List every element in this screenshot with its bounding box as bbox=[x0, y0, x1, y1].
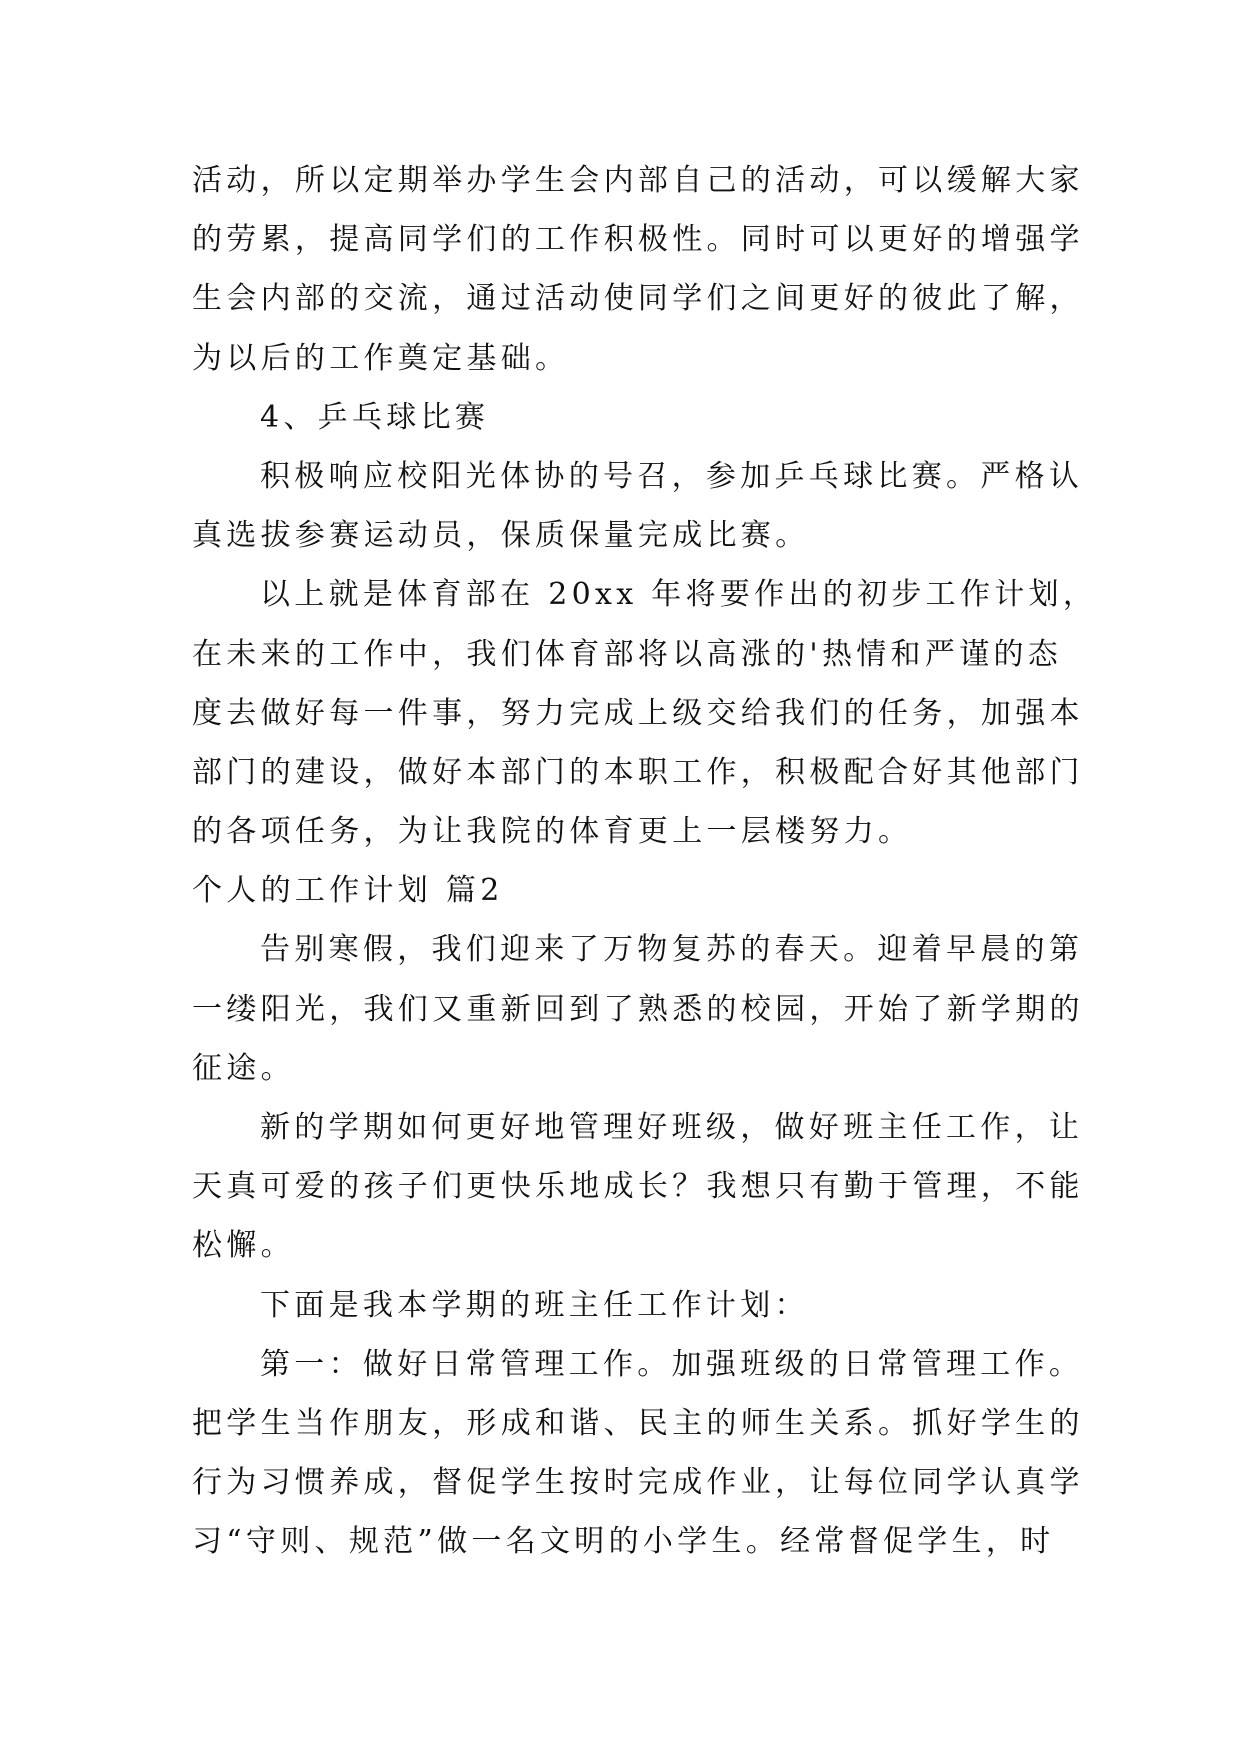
text-line: 新的学期如何更好地管理好班级，做好班主任工作，让 bbox=[260, 1110, 1084, 1145]
section-title-text: 个人的工作计划 篇2 bbox=[192, 873, 504, 909]
text-line: 真选拔参赛运动员，保质保量完成比赛。 bbox=[192, 518, 810, 554]
text-line: 下面是我本学期的班主任工作计划： bbox=[260, 1287, 809, 1323]
paragraph bbox=[192, 565, 1152, 861]
text-line: 告别寒假，我们迎来了万物复苏的春天。迎着早晨的第 bbox=[260, 932, 1084, 968]
paragraph bbox=[192, 1276, 1152, 1335]
text-line: 部门的建设，做好本部门的本职工作，积极配合好其他部门 bbox=[192, 754, 1084, 790]
text-line: 以上就是体育部在 20xx 年将要作出的初步工作计划， bbox=[260, 577, 1098, 613]
text-line: 天真可爱的孩子们更快乐地成长？我想只有勤于管理，不能 bbox=[192, 1169, 1084, 1205]
paragraph bbox=[192, 920, 1152, 1098]
text-line: 把学生当作朋友，形成和谐、民主的师生关系。抓好学生的 bbox=[192, 1405, 1084, 1441]
text-line: 度去做好每一件事，努力完成上级交给我们的任务，加强本 bbox=[192, 695, 1084, 731]
paragraph bbox=[192, 447, 1152, 565]
document-body bbox=[192, 151, 1152, 1572]
paragraph bbox=[192, 1335, 1152, 1572]
section-title bbox=[192, 861, 1152, 920]
text-line: 松懈。 bbox=[192, 1228, 295, 1264]
text-line: 在未来的工作中，我们体育部将以高涨的'热情和严谨的态 bbox=[192, 636, 1063, 672]
subheading-text: 4、乒乓球比赛 bbox=[260, 399, 490, 435]
text-line: 的劳累，提高同学们的工作积极性。同时可以更好的增强学 bbox=[192, 222, 1084, 258]
text-line: 行为习惯养成，督促学生按时完成作业，让每位同学认真学 bbox=[192, 1465, 1084, 1501]
text-line: 征途。 bbox=[192, 1050, 295, 1086]
text-line: 活动，所以定期举办学生会内部自己的活动，可以缓解大家 bbox=[192, 163, 1084, 198]
text-line: 一缕阳光，我们又重新回到了熟悉的校园，开始了新学期的 bbox=[192, 991, 1084, 1027]
paragraph-continuation bbox=[192, 151, 1152, 388]
text-line: 第一：做好日常管理工作。加强班级的日常管理工作。 bbox=[260, 1346, 1084, 1382]
paragraph bbox=[192, 1098, 1152, 1276]
subheading-table-tennis bbox=[192, 388, 1152, 447]
text-line: 为以后的工作奠定基础。 bbox=[192, 340, 570, 376]
text-line: 习“守则、规范”做一名文明的小学生。经常督促学生，时 bbox=[192, 1524, 1055, 1560]
text-line: 的各项任务，为让我院的体育更上一层楼努力。 bbox=[192, 814, 913, 850]
text-line: 生会内部的交流，通过活动使同学们之间更好的彼此了解， bbox=[192, 281, 1084, 317]
text-line: 积极响应校阳光体协的号召，参加乒乓球比赛。严格认 bbox=[260, 458, 1084, 494]
